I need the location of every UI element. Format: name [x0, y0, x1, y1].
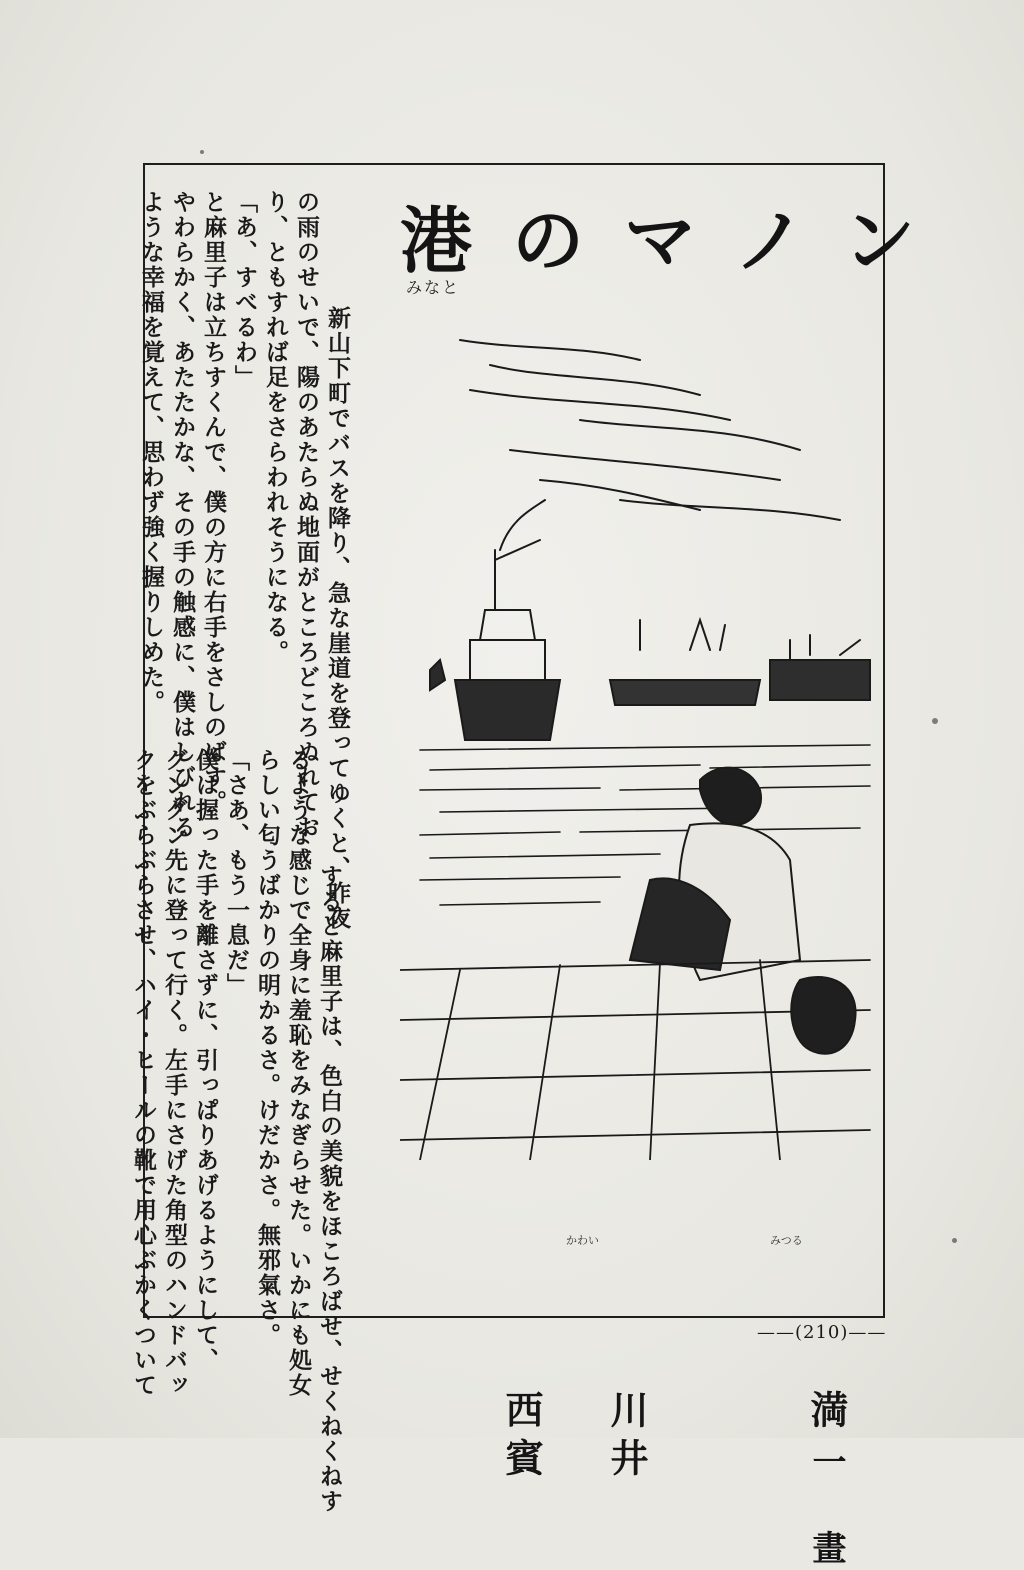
text-line: 新山下町でバスを降り、急な崖道を登ってゆくと、昨夜 [324, 306, 351, 931]
text-line: 僕は握った手を離さずに、引っぱりあげるようにして、 [192, 748, 219, 1373]
author-name: 西賓 [499, 1390, 544, 1486]
illustrator-ruby: みつる [770, 1234, 803, 1247]
smudge [200, 150, 204, 154]
text-line: すると麻里子は、色白の美貌をほころばせ、せくねくねす [316, 864, 343, 1514]
title-ruby: みなと [406, 278, 461, 297]
text-line: グングン先に登って行く。左手にさげた角型のハンドバッ [161, 748, 188, 1398]
text-line: クをぶらぶらさせ、ハイ・ヒールの靴で用心ぶかくついて [130, 748, 157, 1398]
text-line: の雨のせいで、陽のあたらぬ地面がところどころぬれてお [293, 190, 320, 840]
smudge [932, 718, 938, 724]
text-line: やわらかく、あたたかな、その手の触感に、僕はしびれる [169, 190, 196, 840]
text-line: 「あ、すべるわ」 [231, 190, 258, 390]
harbor-scene-illustration [400, 320, 880, 1160]
text-line: らしい匂うばかりの明かるさ。けだかさ。無邪氣さ。 [254, 748, 281, 1348]
body-text-lower [97, 748, 376, 1514]
author-name-part: 川井 [604, 1390, 649, 1486]
page-number: ——(210)—— [757, 1322, 887, 1343]
text-line: るような感じで全身に羞恥をみなぎらせた。いかにも処女 [285, 748, 312, 1398]
illustrator-name: 満 [804, 1390, 849, 1438]
text-line: と麻里子は立ちすくんで、僕の方に右手をさしのばす。 [200, 190, 227, 815]
smudge [952, 1238, 957, 1243]
title-text: 港のマノン [400, 198, 955, 283]
text-line: ような幸福を覚えて、思わず強く握りしめた。 [138, 190, 165, 715]
author-ruby: かわい [566, 1234, 599, 1247]
text-line: り、ともすれば足をさらわれそうになる。 [262, 190, 289, 665]
illustrator-role: 一 畫 [806, 1444, 846, 1570]
text-line: 「さあ、もう一息だ」 [223, 748, 250, 998]
